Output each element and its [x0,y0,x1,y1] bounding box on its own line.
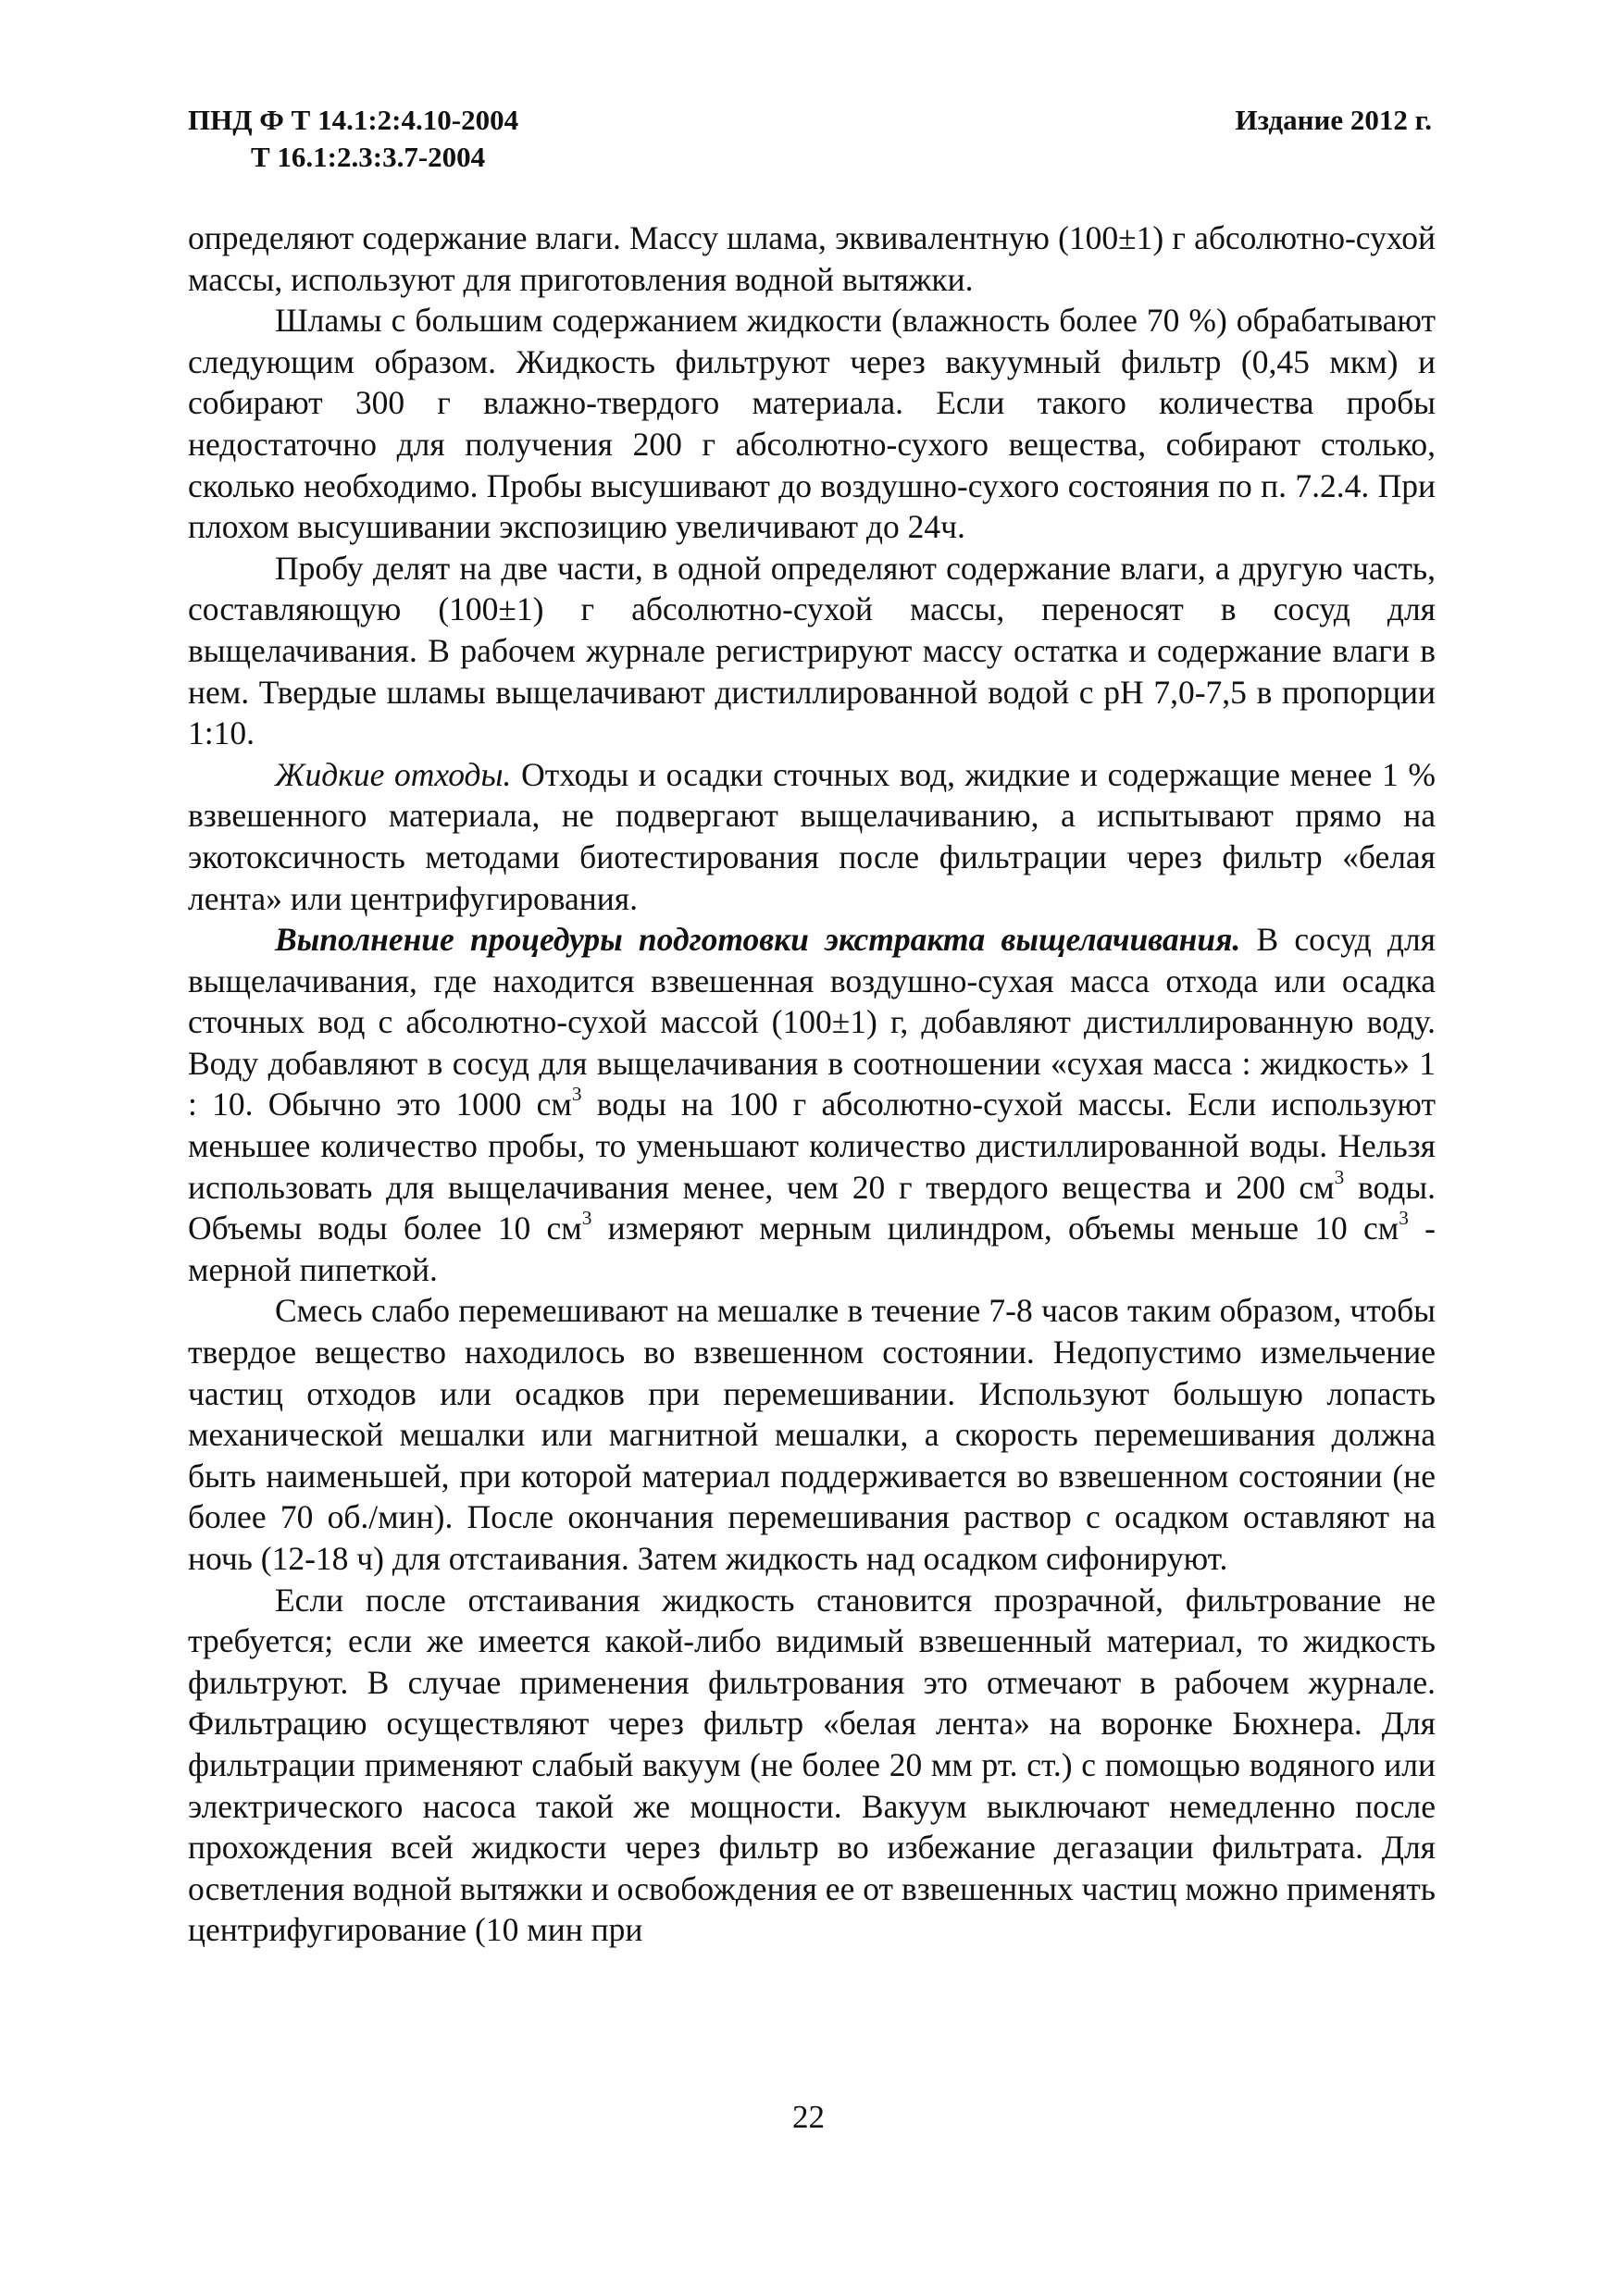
extraction-text-d: измеряют мерным цилиндром, объемы меньше 10 см [591,1210,1399,1247]
paragraph-liquid-waste [188,754,1436,919]
paragraph-sludge-high-liquid: Шламы с большим содержанием жидкости (влажность более 70 %) обрабатывают следующим образом. Жидкость фильтруют через вакуумный фильтр (0,45 мкм) и собирают 300 г влажно-твердого материала. Если такого количества пробы недостаточно для получения 200 г абсолютно-сухого вещества, собирают столько, сколько необходимо. Пробы высушивают до воздушно-сухого состояния по п. 7.2.4. При плохом высушивании экспозицию увеличивают до 24ч. [188,302,1436,546]
liquid-waste-text: Отходы и осадки сточных вод, жидкие и содержащие менее 1 % взвешенного материала, не подвергают выщелачиванию, а испытывают прямо на экотоксичность методами биотестирования после фильтрации через фильтр «белая лента» или центрифугирования. [188,755,1436,917]
extraction-text-a: В сосуд для выщелачивания, где находится взвешенная воздушно-сухая масса отхода или осадка сточных вод с абсолютно-сухой массой (100±1) г, добавляют дистиллированную воду. Воду добавляют в сосуд для выщелачивания в соотношении «сухая масса : жидкость» 1 : 10. Обычно это 1000 см [188,921,1436,1123]
superscript-3: 3 [1399,1207,1409,1230]
page-body [188,217,1436,1951]
superscript-3: 3 [571,1083,582,1106]
document-code-line-1: ПНД Ф Т 14.1:2:4.10-2004 [188,104,519,136]
document-code [188,102,518,176]
edition-label: Издание 2012 г. [1235,104,1432,136]
paragraph-filtration: Если после отстаивания жидкость становится прозрачной, фильтрование не требуется; если же имеется какой-либо видимый взвешенный материал, то жидкость фильтруют. В случае применения фильтрования это отмечают в рабочем журнале. Фильтрацию осуществляют через фильтр «белая лента» на воронке Бюхнера. Для фильтрации применяют слабый вакуум (не более 20 мм рт. ст.) с помощью водяного или электрического насоса такой же мощности. Вакуум выключают немедленно после прохождения всей жидкости через фильтр во избежание дегазации фильтрата. Для осветления водной вытяжки и освобождения ее от взвешенных частиц можно применять центрифугирование (10 мин при [188,1581,1436,1949]
superscript-3: 3 [581,1207,592,1230]
extraction-text-e: - мерной пипеткой. [188,1210,1437,1288]
paragraph-sample-division: Пробу делят на две части, в одной определяют содержание влаги, а другую часть, составляющую (100±1) г абсолютно-сухой массы, переносят в сосуд для выщелачивания. В рабочем журнале регистрируют массу остатка и содержание влаги в нем. Твердые шламы выщелачивают дистиллированной водой с рН 7,0-7,5 в пропорции 1:10. [188,549,1436,752]
paragraph-mixing: Смесь слабо перемешивают на мешалке в течение 7-8 часов таким образом, чтобы твердое вещество находилось во взвешенном состоянии. Недопустимо измельчение частиц отходов или осадков при перемешивании. Используют большую лопасть механической мешалки или магнитной мешалки, а скорость перемешивания должна быть наименьшей, при которой материал поддерживается во взвешенном состоянии (не более 70 об./мин). После окончания перемешивания раствор с осадком оставляют на ночь (12-18 ч) для отстаивания. Затем жидкость над осадком сифонируют. [188,1292,1436,1577]
superscript-3: 3 [1334,1165,1345,1188]
paragraph-moisture-content: определяют содержание влаги. Массу шлама, эквивалентную (100±1) г абсолютно-сухой массы, используют для приготовления водной вытяжки. [188,219,1436,298]
paragraph-extraction-procedure [188,919,1436,1290]
extraction-procedure-heading: Выполнение процедуры подготовки экстракта выщелачивания. [275,921,1241,959]
extraction-text-b: воды на 100 г абсолютно-сухой массы. Если используют меньшее количество пробы, то уменьшают количество дистиллированной воды. Нельзя использовать для выщелачивания менее, чем 20 г твердого вещества и 200 см [188,1086,1436,1206]
page-number: 22 [792,2099,825,2135]
liquid-waste-heading: Жидкие отходы. [275,755,512,793]
document-code-line-2: Т 16.1:2.3:3.7-2004 [251,141,486,173]
extraction-text-c: воды. Объемы воды более 10 см [188,1168,1436,1247]
